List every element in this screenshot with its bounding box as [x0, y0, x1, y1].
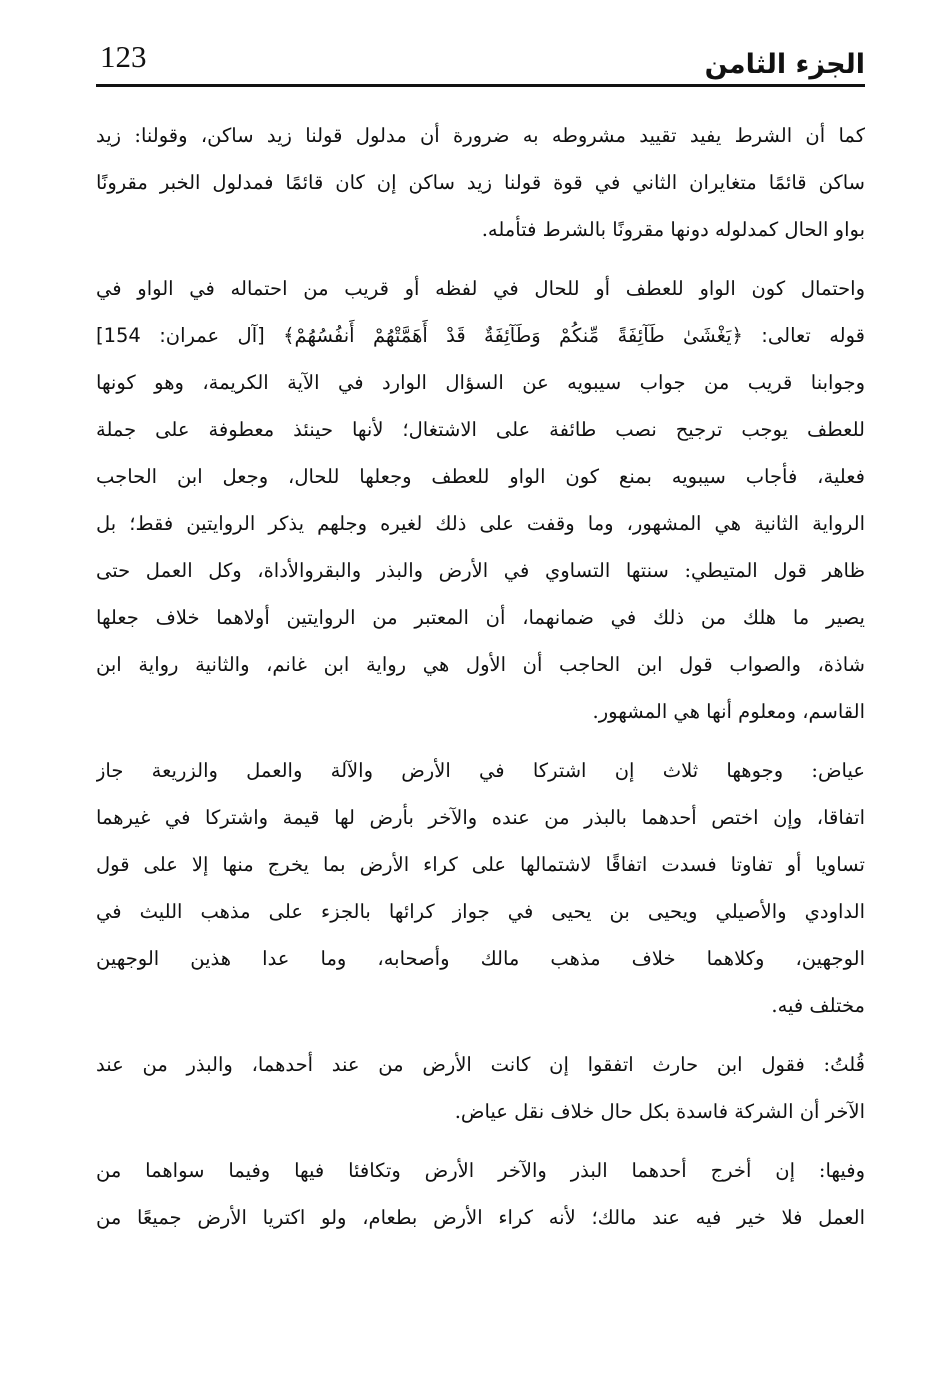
paragraph-4 [96, 1041, 865, 1135]
paragraph-2 [96, 265, 865, 735]
text-line: شاذة، والصواب قول ابن الحاجب أن الأول هي رواية ابن غانم، والثانية رواية ابن [96, 653, 865, 676]
text-line: وجوابنا قريب من جواب سيبويه عن السؤال الوارد في الآية الكريمة، وهو كونها [96, 371, 865, 394]
text-line: عياض: وجوهها ثلاث إن اشتركا في الأرض والآلة والعمل والزريعة جاز [96, 759, 865, 782]
text-line: الرواية الثانية هي المشهور، وما وقفت على ذلك لغيره وجلهم يذكر الروايتين فقط؛ بل [96, 512, 865, 535]
page-header [96, 28, 865, 87]
text-line: الآخر أن الشركة فاسدة بكل حال خلاف نقل عياض. [454, 1100, 865, 1123]
text-line: للعطف يوجب ترجيح نصب طائفة على الاشتغال؛ لأنها حينئذ معطوفة على جملة [96, 418, 865, 441]
text-line: اتفاقا، وإن اختص أحدهما بالبذر من عنده والآخر بأرض لها قيمة واشتركا في غيرهما [96, 806, 865, 829]
text-line: يصير ما هلك من ذلك في ضمانهما، أن المعتبر من الروايتين أولاهما خلاف جعلها [96, 606, 865, 629]
text-line: فعلية، فأجاب سيبويه بمنع كون الواو للعطف وجعلها للحال، وجعل ابن الحاجب [96, 465, 865, 488]
text-line: قُلتُ: فقول ابن حارث اتفقوا إن كانت الأرض من عند أحدهما، والبذر من عند [96, 1053, 865, 1076]
running-title: الجزء الثامن [704, 49, 865, 80]
text-line: وفيها: إن أخرج أحدهما البذر والآخر الأرض وتكافئا فيها وفيما سواهما من [96, 1159, 865, 1182]
text-line: واحتمال كون الواو للعطف أو للحال في لفظه أو قريب من احتماله في الواو في [96, 277, 865, 300]
text-line: تساويا أو تفاوتا فسدت اتفاقًا لاشتمالها على كراء الأرض بما يخرج منها إلا على قول [96, 853, 865, 876]
text-line: الوجهين، وكلاهما خلاف مذهب مالك وأصحابه، وما عدا هذين الوجهين [96, 947, 865, 970]
text-line: مختلف فيه. [771, 994, 865, 1017]
text-line: الداودي والأصيلي ويحيى بن يحيى في جواز كرائها بالجزء على مذهب الليث في [96, 900, 865, 923]
text-line: بواو الحال كمدلوله دونها مقرونًا بالشرط فتأمله. [481, 218, 865, 241]
text-line: ساكن قائمًا متغايران الثاني في قوة قولنا زيد ساكن إن كان قائمًا فمدلول الخبر مقرونًا [96, 171, 865, 194]
text-line: العمل فلا خير فيه عند مالك؛ لأنه كراء الأرض بطعام، ولو اكتريا الأرض جميعًا من [96, 1206, 865, 1229]
paragraph-3 [96, 747, 865, 1029]
text-line: ظاهر قول المتيطي: سنتها التساوي في الأرض والبذر والبقروالأداة، وكل العمل حتى [96, 559, 865, 582]
paragraph-1 [96, 112, 865, 253]
text-line: القاسم، ومعلوم أنها هي المشهور. [592, 700, 865, 723]
quran-verse-line: قوله تعالى: ﴿يَغْشَىٰ طَآئِفَةً مِّنكُمْ وَطَآئِفَةٌ قَدْ أَهَمَّتْهُمْ أَنفُسُهُمْ﴾ [آل عمران: 154] [96, 324, 865, 347]
paragraph-5 [96, 1147, 865, 1241]
page-body [96, 112, 865, 1253]
page-number: 123 [100, 39, 147, 74]
text-line: كما أن الشرط يفيد تقييد مشروطه به ضرورة أن مدلول قولنا زيد ساكن، وقولنا: زيد [96, 124, 865, 147]
